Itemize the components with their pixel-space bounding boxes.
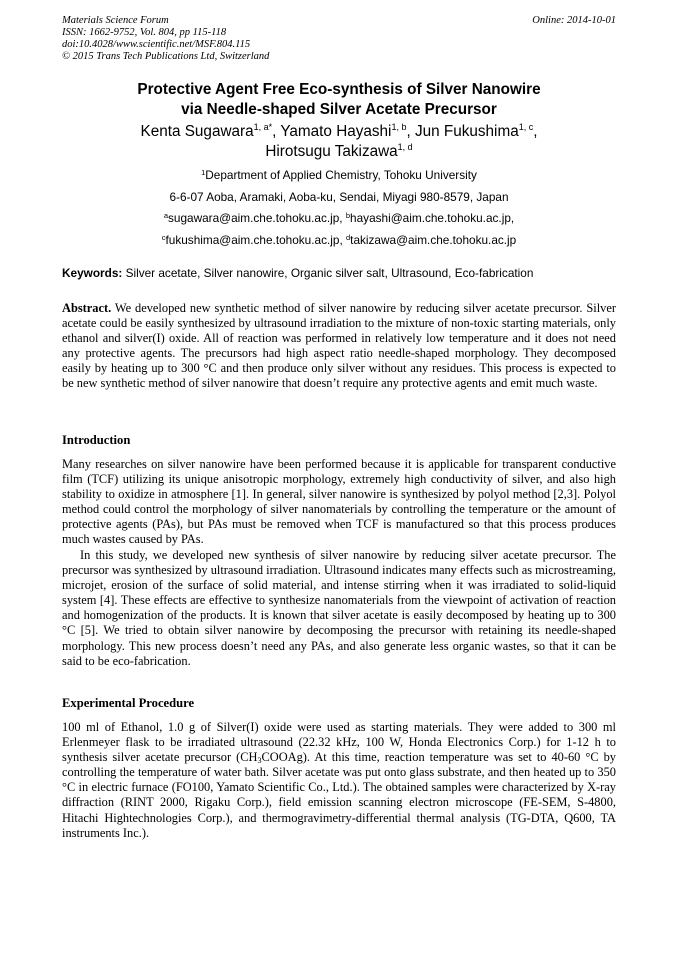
experimental-paragraph [62, 720, 616, 841]
introduction-paragraph-2 [62, 548, 616, 669]
email-address: takizawa@aim.che.tohoku.ac.jp [350, 233, 517, 247]
paragraph-text: COOAg). At this time, reaction temperature was set to 40-60 °C by controlling the temperature of water bath. Silver acetate was put onto glass substrate, and then heated up to 350 °C in electric furnace (FO100, Yamato Scientific Co., Ltd.). The obtained samples were characterized by X-ray diffraction (RINT 2000, Rigaku Corp.), field emission scanning electron microscope (FE-SEM, S-4800, Hitachi Hightechnologies Corp.), and thermogravimetry-differential thermal analysis (TG-DTA, Q600, TA instruments Inc.). [62, 750, 616, 840]
author-affil-mark: 1, b [391, 122, 407, 132]
email-mark: a [163, 211, 168, 220]
email-address: fukushima@aim.che.tohoku.ac.jp, [165, 233, 346, 247]
author-name: Hirotsugu Takizawa [265, 143, 398, 160]
abstract [62, 301, 616, 392]
title-line-1: Protective Agent Free Eco-synthesis of Silver Nanowire [137, 81, 541, 98]
subscript: 3 [257, 756, 262, 766]
introduction-paragraph-1: Many researches on silver nanowire have been performed because it is applicable for transparent conductive film (TCF) utilizing its unique anisotropic morphology, extremely high conductivity of silver, and also high stability to oxidize in atmosphere [1]. In general, silver nanowire is synthesized by polyol method [2,3]. Polyol method could control the morphology of silver nanomaterials by controlling the temperature or the amount of protective agents (PAs), but PAs must be removed when TCF is manufactured so that this process produces much wastes caused by PAs. [62, 457, 616, 547]
email-address: hayashi@aim.che.tohoku.ac.jp, [350, 211, 515, 225]
email-address: sugawara@aim.che.tohoku.ac.jp, [167, 211, 346, 225]
experimental-heading: Experimental Procedure [62, 696, 195, 710]
introduction-heading: Introduction [62, 433, 131, 447]
author-separator: , [406, 123, 415, 140]
author-affil-mark: 1, c [518, 122, 534, 132]
journal-copyright: © 2015 Trans Tech Publications Ltd, Switzerland [62, 51, 270, 62]
department-text: Department of Applied Chemistry, Tohoku University [205, 168, 477, 182]
online-date: Online: 2014-10-01 [532, 15, 616, 26]
author-separator: , [533, 123, 538, 140]
email-mark: d [346, 233, 351, 242]
keywords-label: Keywords: [62, 266, 123, 280]
author-name: Yamato Hayashi [280, 123, 392, 140]
paragraph-text: 100 ml of Ethanol, 1.0 g of Silver(I) oxide were used as starting materials. They were added to 300 ml Erlenmeyer flask to be irradiated ultrasound (22.32 kHz, 100 W, Honda Electronics Corp.) for 1-12 h to synthesis silver acetate precursor (CH [62, 720, 616, 765]
affiliation-address: 6-6-07 Aoba, Aramaki, Aoba-ku, Sendai, Miyagi 980-8579, Japan [169, 190, 509, 204]
author-affil-mark: 1, d [397, 142, 413, 152]
email-mark: b [345, 211, 351, 220]
journal-issn: ISSN: 1662-9752, Vol. 804, pp 115-118 [62, 27, 227, 38]
authors-line-2 [62, 142, 616, 162]
journal-header [62, 15, 269, 63]
affiliation-department [62, 168, 616, 182]
abstract-label: Abstract. [62, 301, 112, 315]
journal-doi: doi:10.4028/www.scientific.net/MSF.804.115 [62, 39, 251, 50]
paragraph-text: In this study, we developed new synthesis of silver nanowire by reducing silver acetate precursor. The precursor was synthesized by ultrasound irradiation. Ultrasound indicates many effects such as microstreaming, microjet, erosion of the surface of solid material, and intense stirring when it was irradiated to solid-liquid system [4]. These effects are effective to synthesize nanomaterials from the viewpoint of activation of reaction and homogenization of the products. It is known that silver acetate is easily decomposed by heating up to 300 °C [5]. We tried to obtain silver nanowire by decomposing the precursor with retaining its needle-shaped morphology. This new process doesn’t need any PAs, and also generate less organic wastes, so that it can be said to be eco-fabrication. [62, 548, 616, 668]
abstract-text: We developed new synthetic method of silver nanowire by reducing silver acetate precursor. Silver acetate could be easily synthesized by ultrasound irradiation to the mixture of non-toxic starting materials, only ethanol and silver(I) oxide. All of reaction was performed in relatively low temperature and it does not need any protective agents. The precursors had high aspect ratio needle-shaped morphology. They decomposed easily by heating up to 300 °C and then produce only silver without any residues. This process is expected to be new synthetic method of silver nanowire that doesn’t require any protective agents and emit much waste. [62, 301, 616, 391]
title-line-2: via Needle-shaped Silver Acetate Precursor [181, 101, 497, 118]
email-line-1 [62, 211, 616, 225]
keywords [62, 266, 616, 280]
affil-mark: 1 [201, 168, 206, 177]
author-separator: , [272, 123, 281, 140]
author-name: Jun Fukushima [414, 123, 519, 140]
author-name: Kenta Sugawara [140, 123, 254, 140]
paper-title [62, 80, 616, 120]
keywords-text: Silver acetate, Silver nanowire, Organic silver salt, Ultrasound, Eco-fabrication [122, 266, 534, 280]
journal-name: Materials Science Forum [62, 15, 169, 26]
author-affil-mark: 1, a* [253, 122, 273, 132]
authors-line-1 [62, 122, 616, 142]
author-list [62, 122, 616, 162]
email-mark: c [161, 233, 166, 242]
email-line-2 [62, 233, 616, 247]
